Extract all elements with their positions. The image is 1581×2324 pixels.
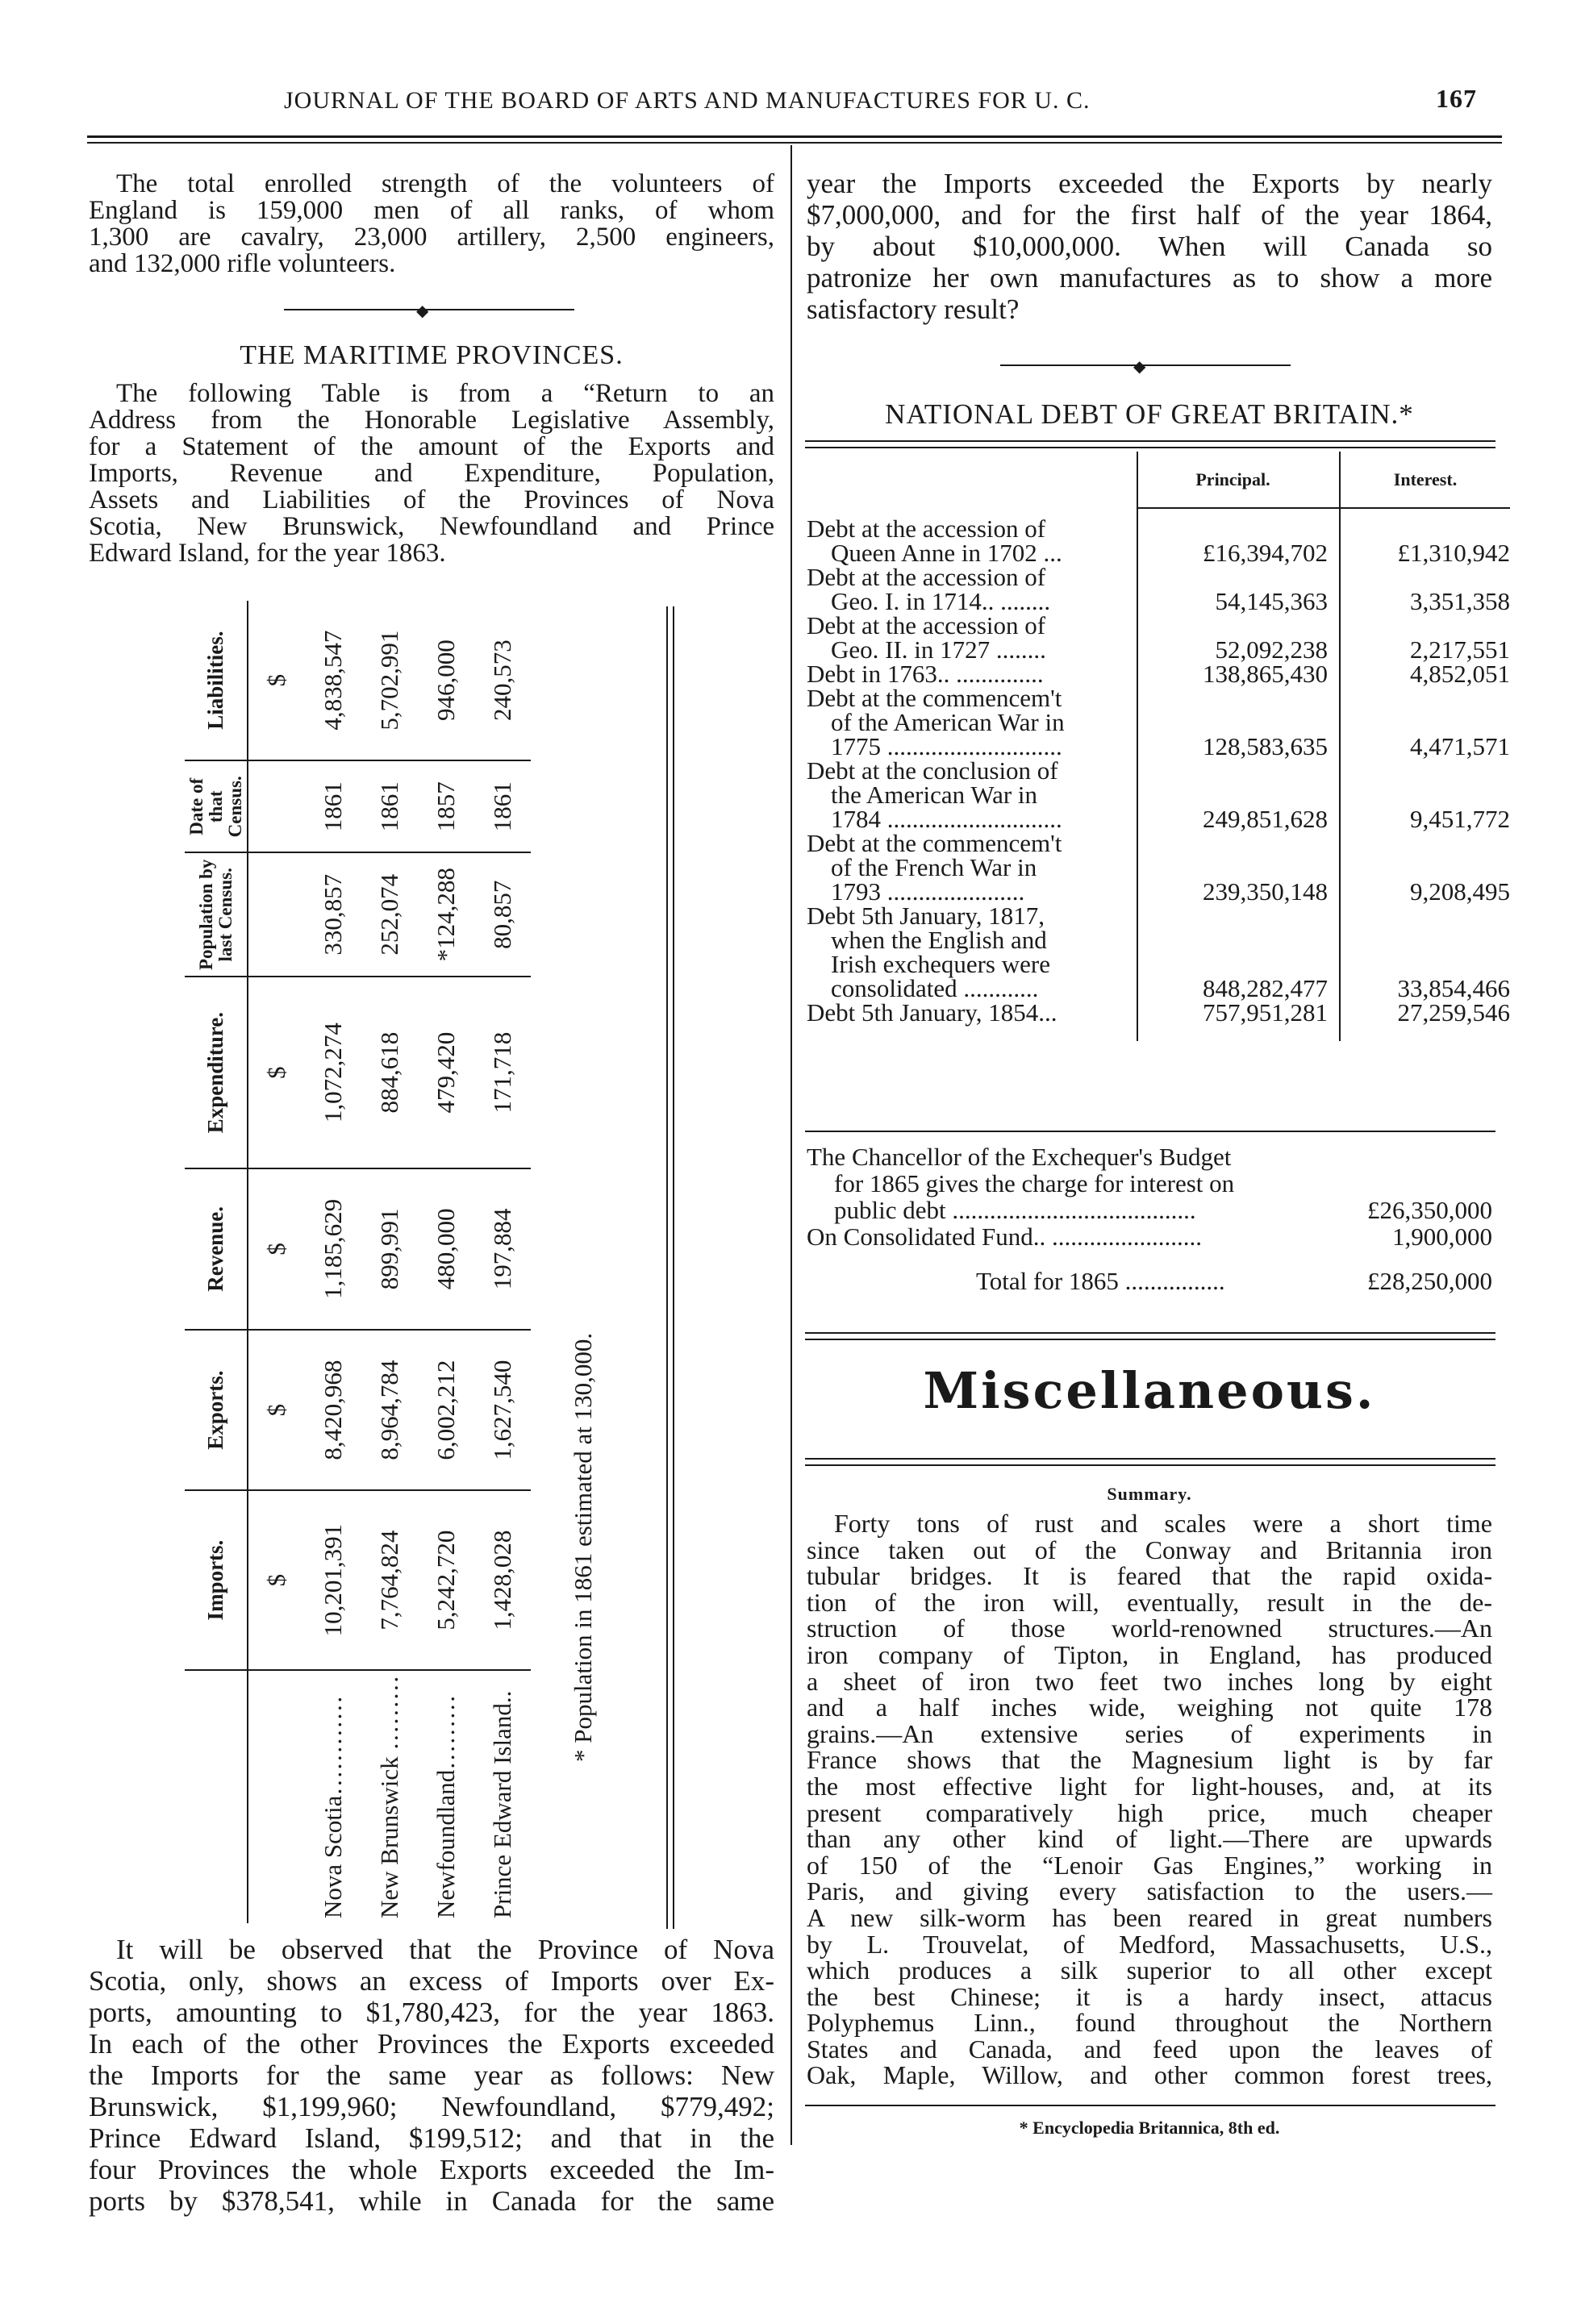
desc-line: of the French War in <box>831 853 1037 881</box>
principal-cell: 54,145,363 <box>1137 565 1340 614</box>
divider-ornament-icon: ◆ <box>416 302 429 320</box>
interest-cell: 33,854,466 <box>1397 974 1510 1002</box>
text-line: and 132,000 rifle volunteers. <box>89 249 396 278</box>
interest-cell: 27,259,546 <box>1397 998 1510 1027</box>
desc-line: Geo. II. in 1727 ........ <box>831 635 1046 664</box>
col-interest: Interest. <box>1340 452 1510 508</box>
province-name: Nova Scotia………… <box>319 1695 347 1918</box>
table-row <box>807 904 1510 1001</box>
text-line: tion of the iron will, eventually, result in the de- <box>807 1587 1492 1617</box>
footnote-row <box>531 601 611 1923</box>
debt-table-wrapper <box>807 452 1510 1041</box>
principal-cell: 138,865,430 <box>1137 662 1340 686</box>
interest-cell: 9,451,772 <box>1410 805 1510 833</box>
principal-cell: 128,583,635 <box>1137 686 1340 759</box>
header-rule <box>87 135 1502 138</box>
table-border <box>666 606 668 1929</box>
debt-header-row <box>807 452 1510 508</box>
text-line: Paris, and giving every satisfaction to the users.— <box>807 1876 1492 1906</box>
budget-label: public debt ....................................... <box>834 1196 1196 1224</box>
col-liabilities: Liabilities. <box>185 601 248 760</box>
desc-line: Debt at the conclusion of <box>807 756 1058 785</box>
text-line: Scotia, New Brunswick, Newfoundland and Prince <box>89 512 774 541</box>
text-line: grains.—An extensive series of experiments in <box>807 1718 1492 1748</box>
col-principal: Principal. <box>1137 452 1340 508</box>
desc-line: the American War in <box>831 781 1038 809</box>
principal-cell: 757,951,281 <box>1137 1001 1340 1041</box>
col-census-date: Date of that Census. <box>185 760 248 852</box>
miscellaneous-heading: Miscellaneous. <box>923 1361 1376 1420</box>
text-line: by about $10,000,000. When will Canada so <box>807 231 1492 262</box>
col-imports: Imports. <box>185 1490 248 1669</box>
section-rule <box>805 1464 1495 1466</box>
currency-row <box>248 601 305 1923</box>
debt-desc <box>807 686 1137 759</box>
desc-line: Debt at the commencem't <box>807 829 1062 857</box>
text-line: ports by $378,541, while in Canada for the same <box>89 2185 774 2217</box>
table-row <box>807 565 1510 614</box>
imports-cell: 5,242,720 <box>418 1490 474 1669</box>
section-rule <box>805 1458 1495 1460</box>
revenue-cell: 197,884 <box>474 1168 531 1330</box>
col-population: Population by last Census. <box>185 852 248 977</box>
text-line: Forty tons of rust and scales were a short time <box>834 1509 1492 1538</box>
text-line: the most effective light for light-houses, and, at its <box>807 1771 1492 1801</box>
text-line: than any other kind of light.—There are upwards <box>807 1824 1492 1854</box>
text-line: which produces a silk superior to all other except <box>807 1955 1492 1985</box>
col-expenditure: Expenditure. <box>185 977 248 1168</box>
table-top-rule <box>805 440 1495 442</box>
revenue-cell: 1,185,629 <box>305 1168 361 1330</box>
census-cell: 1861 <box>361 760 418 852</box>
table-row <box>807 831 1510 904</box>
maritime-intro-paragraph <box>89 381 774 567</box>
currency-sign: $ <box>248 1330 305 1491</box>
desc-line: Debt at the accession of <box>807 514 1046 543</box>
budget-block <box>807 1143 1492 1294</box>
revenue-cell: 480,000 <box>418 1168 474 1330</box>
population-cell: 330,857 <box>305 852 361 977</box>
col-revenue: Revenue. <box>185 1168 248 1330</box>
liabilities-cell: 240,573 <box>474 601 531 760</box>
text-line: $7,000,000, and for the first half of the year 1864, <box>807 199 1492 231</box>
desc-line: 1784 ............................ <box>831 805 1062 833</box>
imports-cell: 1,428,028 <box>474 1490 531 1669</box>
budget-total-amount: £28,250,000 <box>1367 1267 1492 1295</box>
text-line: four Provinces the whole Exports exceeded the Im- <box>89 2154 774 2185</box>
text-line: States and Canada, and feed upon the leaves of <box>807 2034 1492 2064</box>
table-row <box>807 759 1510 831</box>
desc-line: Debt 5th January, 1817, <box>807 902 1045 930</box>
text-line: patronize her own manufactures as to show a more <box>807 262 1492 294</box>
table-row <box>807 1001 1510 1041</box>
currency-sign: $ <box>248 1490 305 1669</box>
text-line: a sheet of iron two feet two inches long by eight <box>807 1666 1492 1696</box>
interest-cell: 4,852,051 <box>1410 660 1510 688</box>
principal-cell: 249,851,628 <box>1137 759 1340 831</box>
interest-cell: 4,471,571 <box>1410 732 1510 760</box>
text-line: Prince Edward Island, $199,512; and that in the <box>89 2122 774 2154</box>
table-top-rule <box>805 447 1495 448</box>
budget-amount: £26,350,000 <box>1367 1196 1492 1224</box>
section-rule <box>805 1332 1495 1334</box>
text-line: iron company of Tipton, in England, has produced <box>807 1639 1492 1669</box>
text-line: the best Chinese; it is a hardy insect, attacus <box>807 1981 1492 2011</box>
debt-desc <box>807 514 1137 567</box>
desc-line: Debt 5th January, 1854... <box>807 998 1057 1027</box>
text-line: The following Table is from a “Return to an <box>116 379 774 408</box>
census-cell: 1861 <box>474 760 531 852</box>
text-line: for a Statement of the amount of the Exports and <box>89 432 774 461</box>
liabilities-cell: 946,000 <box>418 601 474 760</box>
interest-cell: 2,217,551 <box>1410 635 1510 664</box>
desc-line: Debt at the accession of <box>807 611 1046 639</box>
census-cell: 1857 <box>418 760 474 852</box>
interest-cell: 9,208,495 <box>1410 877 1510 906</box>
census-cell: 1861 <box>305 760 361 852</box>
desc-line: 1793 ...................... <box>831 877 1025 906</box>
province-header-row <box>185 601 248 1923</box>
text-line: Imports, Revenue and Expenditure, Population, <box>89 459 774 488</box>
population-cell: 252,074 <box>361 852 418 977</box>
expenditure-cell: 171,718 <box>474 977 531 1168</box>
summary-paragraph <box>807 1510 1492 2089</box>
text-line: Address from the Honorable Legislative Assembly, <box>89 406 774 435</box>
liabilities-cell: 4,838,547 <box>305 601 361 760</box>
desc-line: Irish exchequers were <box>831 950 1050 978</box>
observed-paragraph <box>89 1934 774 2217</box>
text-line: 1,300 are cavalry, 23,000 artillery, 2,500 engineers, <box>89 223 774 252</box>
continued-paragraph <box>807 168 1492 325</box>
revenue-cell: 899,991 <box>361 1168 418 1330</box>
debt-desc <box>807 611 1137 664</box>
province-name: New Brunswick ……… <box>375 1675 403 1918</box>
desc-line: when the English and <box>831 926 1047 954</box>
summary-heading: Summary. <box>1107 1484 1192 1504</box>
population-cell: 80,857 <box>474 852 531 977</box>
imports-cell: 10,201,391 <box>305 1490 361 1669</box>
table-bottom-rule <box>805 1131 1495 1132</box>
text-line: A new silk-worm has been reared in great numbers <box>807 1902 1492 1932</box>
debt-desc <box>807 831 1137 904</box>
interest-cell: £1,310,942 <box>1397 539 1510 567</box>
desc-line: Queen Anne in 1702 ... <box>831 539 1062 567</box>
header-rule-thin <box>87 142 1502 144</box>
text-line: of 150 of the “Lenoir Gas Engines,” working in <box>807 1850 1492 1880</box>
text-line: since taken out of the Conway and Britannia iron <box>807 1535 1492 1564</box>
desc-line: 1775 ............................ <box>831 732 1062 760</box>
footnote: * Encyclopedia Britannica, 8th ed. <box>1019 2118 1280 2138</box>
table-row <box>807 517 1510 565</box>
text-line: It will be observed that the Province of Nova <box>116 1934 774 1965</box>
text-line: In each of the other Provinces the Exports exceeded <box>89 2028 774 2060</box>
budget-line <box>807 1197 1492 1223</box>
text-line: and a half inches wide, weighing not quite 178 <box>807 1693 1492 1722</box>
budget-line: The Chancellor of the Exchequer's Budget <box>807 1143 1232 1171</box>
text-line: Oak, Maple, Willow, and other common forest trees, <box>807 2060 1492 2090</box>
section-divider <box>284 309 574 310</box>
table-row <box>807 662 1510 686</box>
debt-desc <box>807 904 1137 1001</box>
text-line: The total enrolled strength of the volunteers of <box>116 169 774 198</box>
text-line: tubular bridges. It is feared that the rapid oxida- <box>807 1561 1492 1591</box>
budget-total-label: Total for 1865 ................ <box>976 1267 1225 1295</box>
page-number: 167 <box>1436 84 1477 113</box>
liabilities-cell: 5,702,991 <box>361 601 418 760</box>
table-border <box>673 606 674 1929</box>
desc-line: Geo. I. in 1714.. ........ <box>831 587 1051 615</box>
divider-ornament-icon: ◆ <box>1133 358 1146 376</box>
text-line: by L. Trouvelat, of Medford, Massachusetts, U.S., <box>807 1929 1492 1959</box>
exports-cell: 1,627,540 <box>474 1330 531 1491</box>
debt-heading: NATIONAL DEBT OF GREAT BRITAIN.* <box>885 398 1414 430</box>
desc-line: consolidated ............ <box>831 974 1039 1002</box>
currency-sign: $ <box>248 1168 305 1330</box>
expenditure-cell: 479,420 <box>418 977 474 1168</box>
budget-line <box>807 1223 1492 1250</box>
desc-line: Debt in 1763.. .............. <box>807 660 1044 688</box>
text-line: the Imports for the same year as follows: New <box>89 2060 774 2091</box>
debt-table <box>807 452 1510 1041</box>
budget-total-line <box>807 1268 1492 1294</box>
debt-desc <box>807 998 1137 1041</box>
principal-cell: 239,350,148 <box>1137 831 1340 904</box>
province-table <box>185 601 611 1923</box>
text-line: struction of those world-renowned structures.—An <box>807 1614 1492 1643</box>
text-line: Scotia, only, shows an excess of Imports over Ex- <box>89 1965 774 1997</box>
text-line: Edward Island, for the year 1863. <box>89 539 446 568</box>
exports-cell: 8,964,784 <box>361 1330 418 1491</box>
expenditure-cell: 1,072,274 <box>305 977 361 1168</box>
table-row <box>361 601 418 1923</box>
table-row <box>418 601 474 1923</box>
budget-label: On Consolidated Fund.. ........................ <box>807 1222 1202 1251</box>
text-line: France shows that the Magnesium light is by far <box>807 1745 1492 1775</box>
province-table-wrapper <box>173 601 682 1923</box>
journal-title: JOURNAL OF THE BOARD OF ARTS AND MANUFACTURES FOR U. C. <box>284 87 1091 114</box>
text-line: Assets and Liabilities of the Provinces of Nova <box>89 485 774 514</box>
population-footnote: * Population in 1861 estimated at 130,000. <box>569 1332 597 1762</box>
table-row <box>807 686 1510 759</box>
text-line: satisfactory result? <box>807 294 1020 325</box>
expenditure-cell: 884,618 <box>361 977 418 1168</box>
table-row <box>474 601 531 1923</box>
imports-cell: 7,764,824 <box>361 1490 418 1669</box>
column-divider <box>790 145 792 2145</box>
principal-cell: 848,282,477 <box>1137 904 1340 1001</box>
text-line: England is 159,000 men of all ranks, of whom <box>89 196 774 225</box>
desc-line: Debt at the commencem't <box>807 684 1062 712</box>
text-line: year the Imports exceeded the Exports by nearly <box>807 168 1492 199</box>
province-name: Newfoundland……… <box>432 1694 460 1918</box>
principal-cell: £16,394,702 <box>1137 517 1340 565</box>
text-line: Polyphemus Linn., found throughout the Northern <box>807 2008 1492 2038</box>
exports-cell: 8,420,968 <box>305 1330 361 1491</box>
principal-cell: 52,092,238 <box>1137 614 1340 662</box>
currency-sign: $ <box>248 977 305 1168</box>
budget-amount: 1,900,000 <box>1392 1222 1492 1251</box>
text-line: ports, amounting to $1,780,423, for the year 1863. <box>89 1997 774 2028</box>
desc-line: Debt at the accession of <box>807 563 1046 591</box>
population-cell: *124,288 <box>418 852 474 977</box>
debt-desc <box>807 662 1137 686</box>
section-rule <box>805 1339 1495 1340</box>
currency-sign: $ <box>248 601 305 760</box>
volunteers-paragraph <box>89 171 774 277</box>
table-row <box>807 614 1510 662</box>
table-row <box>305 601 361 1923</box>
interest-cell: 3,351,358 <box>1410 587 1510 615</box>
exports-cell: 6,002,212 <box>418 1330 474 1491</box>
province-name: Prince Edward Island.. <box>488 1690 516 1918</box>
footnote-rule <box>805 2105 1495 2106</box>
col-exports: Exports. <box>185 1330 248 1491</box>
budget-line: for 1865 gives the charge for interest on <box>834 1169 1235 1197</box>
text-line: Brunswick, $1,199,960; Newfoundland, $779,492; <box>89 2091 774 2122</box>
debt-desc <box>807 756 1137 833</box>
text-line: present comparatively high price, much cheaper <box>807 1797 1492 1827</box>
maritime-heading: THE MARITIME PROVINCES. <box>240 340 624 370</box>
debt-desc <box>807 565 1137 614</box>
desc-line: of the American War in <box>831 708 1065 736</box>
